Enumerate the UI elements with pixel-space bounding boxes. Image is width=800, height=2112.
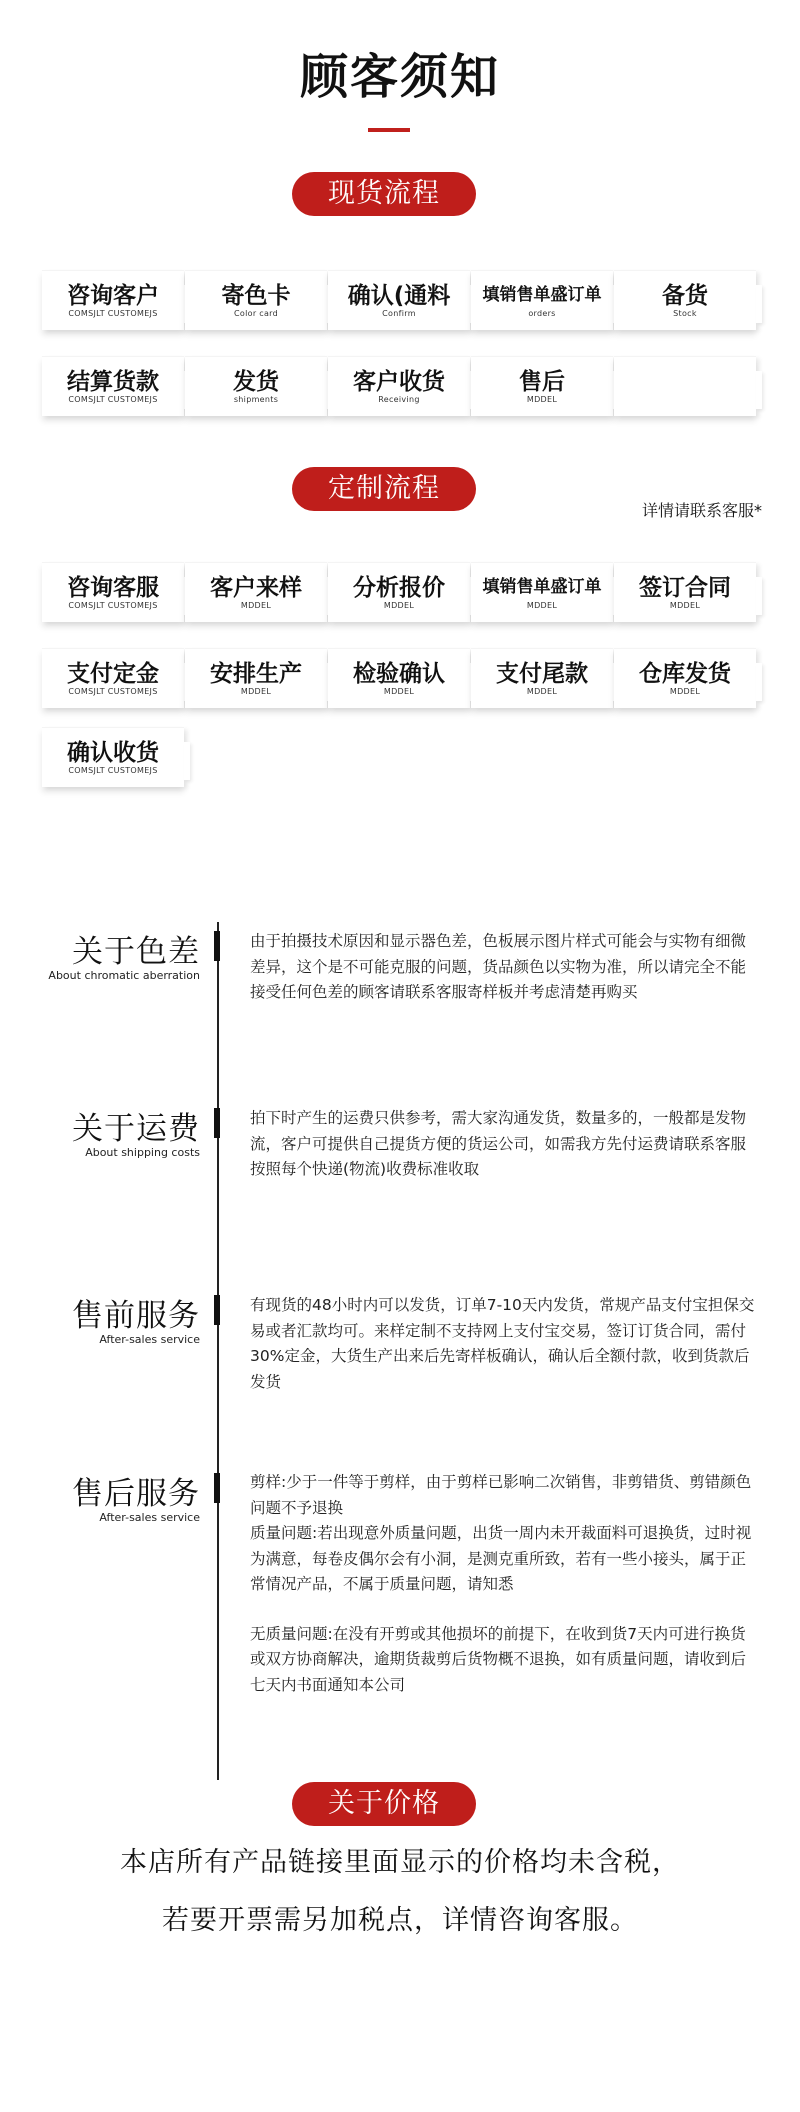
step-subtitle: COMSJLT CUSTOMEJS bbox=[68, 395, 158, 404]
page-title: 顾客须知 bbox=[299, 49, 500, 105]
section-body bbox=[250, 1470, 755, 1698]
section-title: 关于运费 bbox=[72, 1111, 200, 1147]
custom-step-card bbox=[471, 562, 613, 622]
section-title: 售前服务 bbox=[72, 1298, 200, 1334]
stock-step-card-empty bbox=[614, 356, 756, 416]
stock-step-card bbox=[471, 356, 613, 416]
step-subtitle: Confirm bbox=[382, 309, 416, 318]
section-paragraph: 由于拍摄技术原因和显示器色差，色板展示图片样式可能会与实物有细微差异，这个是不可能克服的问题，货品颜色以实物为准，所以请完全不能接受任何色差的顾客请联系客服寄样板并考虑清楚再购买 bbox=[250, 932, 747, 1001]
step-title: 咨询客户 bbox=[67, 283, 159, 309]
step-subtitle: COMSJLT CUSTOMEJS bbox=[68, 766, 158, 775]
step-subtitle: COMSJLT CUSTOMEJS bbox=[68, 687, 158, 696]
contact-note: 详情请联系客服* bbox=[641, 501, 762, 520]
custom-step-card bbox=[42, 562, 184, 622]
custom-step-card bbox=[42, 727, 184, 787]
section-paragraph: 有现货的48小时内可以发货，订单7-10天内发货，常规产品支付宝担保交易或者汇款均可。来样定制不支持网上支付宝交易，签订订货合同，需付30%定金，大货生产出来后先寄样板确认，确认后全额付款，收到货款后发货 bbox=[250, 1296, 755, 1391]
step-title: 咨询客服 bbox=[67, 575, 159, 601]
step-title: 客户来样 bbox=[210, 575, 302, 601]
stock-step-card bbox=[471, 270, 613, 330]
step-title: 仓库发货 bbox=[639, 661, 731, 687]
section-subtitle: After-sales service bbox=[99, 1511, 200, 1524]
section-subtitle: About shipping costs bbox=[85, 1146, 200, 1159]
step-subtitle: MDDEL bbox=[669, 687, 701, 696]
step-subtitle: shipments bbox=[233, 395, 279, 404]
custom-step-card bbox=[614, 648, 756, 708]
price-badge: 关于价格 bbox=[292, 1782, 476, 1826]
stock-step-card bbox=[614, 270, 756, 330]
step-title: 检验确认 bbox=[353, 661, 445, 687]
section-subtitle: After-sales service bbox=[99, 1333, 200, 1346]
section-paragraph: 拍下时产生的运费只供参考，需大家沟通发货，数量多的，一般都是发物流，客户可提供自己提货方便的货运公司，如需我方先付运费请联系客服按照每个快递(物流)收费标准收取 bbox=[250, 1109, 747, 1178]
timeline-line bbox=[217, 922, 219, 1780]
step-title: 安排生产 bbox=[210, 661, 302, 687]
step-title: 备货 bbox=[662, 283, 708, 309]
step-subtitle: MDDEL bbox=[669, 601, 701, 610]
stock-step-card bbox=[185, 270, 327, 330]
step-title: 分析报价 bbox=[353, 575, 445, 601]
step-title: 售后 bbox=[519, 369, 565, 395]
custom-step-card bbox=[42, 648, 184, 708]
step-subtitle: MDDEL bbox=[240, 601, 272, 610]
step-title: 填销售单盛订单 bbox=[482, 577, 602, 597]
custom-step-card bbox=[185, 562, 327, 622]
step-title: 寄色卡 bbox=[221, 283, 291, 309]
step-subtitle: MDDEL bbox=[383, 687, 415, 696]
section-subtitle: About chromatic aberration bbox=[48, 969, 200, 982]
section-body bbox=[250, 1106, 755, 1183]
step-subtitle: orders bbox=[528, 309, 556, 318]
custom-step-card bbox=[614, 562, 756, 622]
stock-step-card bbox=[42, 356, 184, 416]
step-subtitle: Stock bbox=[673, 309, 697, 318]
stock-flow-badge: 现货流程 bbox=[292, 172, 476, 216]
section-title: 售后服务 bbox=[72, 1476, 200, 1512]
step-title: 支付定金 bbox=[67, 661, 159, 687]
step-subtitle: MDDEL bbox=[240, 687, 272, 696]
section-title: 关于色差 bbox=[72, 934, 200, 970]
section-marker bbox=[214, 1108, 220, 1138]
step-title: 客户收货 bbox=[353, 369, 445, 395]
custom-step-card bbox=[328, 562, 470, 622]
step-title: 确认(通料 bbox=[347, 283, 451, 309]
step-subtitle: COMSJLT CUSTOMEJS bbox=[68, 309, 158, 318]
section-body bbox=[250, 929, 755, 1006]
step-title: 填销售单盛订单 bbox=[482, 285, 602, 305]
step-title: 支付尾款 bbox=[496, 661, 588, 687]
step-subtitle: MDDEL bbox=[526, 687, 558, 696]
custom-step-card bbox=[185, 648, 327, 708]
step-title: 签订合同 bbox=[639, 575, 731, 601]
section-paragraph: 剪样:少于一件等于剪样，由于剪样已影响二次销售，非剪错货、剪错颜色问题不予退换 bbox=[250, 1473, 752, 1517]
stock-step-card bbox=[42, 270, 184, 330]
section-marker bbox=[214, 931, 220, 961]
custom-step-card bbox=[328, 648, 470, 708]
step-subtitle: MDDEL bbox=[526, 601, 558, 610]
section-body bbox=[250, 1293, 755, 1395]
stock-step-card bbox=[328, 270, 470, 330]
stock-step-card bbox=[185, 356, 327, 416]
custom-step-card bbox=[471, 648, 613, 708]
step-title: 发货 bbox=[233, 369, 279, 395]
step-subtitle: COMSJLT CUSTOMEJS bbox=[68, 601, 158, 610]
section-paragraph: 质量问题:若出现意外质量问题，出货一周内未开裁面料可退换货，过时视为满意，每卷皮偶尔会有小洞，是测克重所致，若有一些小接头，属于正常情况产品，不属于质量问题，请知悉 bbox=[250, 1524, 752, 1593]
step-title: 确认收货 bbox=[67, 740, 159, 766]
section-marker bbox=[214, 1295, 220, 1325]
step-subtitle: MDDEL bbox=[383, 601, 415, 610]
stock-step-card bbox=[328, 356, 470, 416]
price-line-1: 本店所有产品链接里面显示的价格均未含税， bbox=[120, 1847, 680, 1878]
step-title: 结算货款 bbox=[67, 369, 159, 395]
section-marker bbox=[214, 1473, 220, 1503]
custom-flow-badge: 定制流程 bbox=[292, 467, 476, 511]
step-subtitle: MDDEL bbox=[526, 395, 558, 404]
title-underline bbox=[368, 128, 410, 132]
price-line-2: 若要开票需另加税点，详情咨询客服。 bbox=[162, 1905, 638, 1936]
section-paragraph: 无质量问题:在没有开剪或其他损坏的前提下，在收到货7天内可进行换货或双方协商解决，逾期货裁剪后货物概不退换，如有质量问题，请收到后七天内书面通知本公司 bbox=[250, 1624, 747, 1694]
step-subtitle: Receiving bbox=[378, 395, 420, 404]
step-subtitle: Color card bbox=[234, 309, 278, 318]
